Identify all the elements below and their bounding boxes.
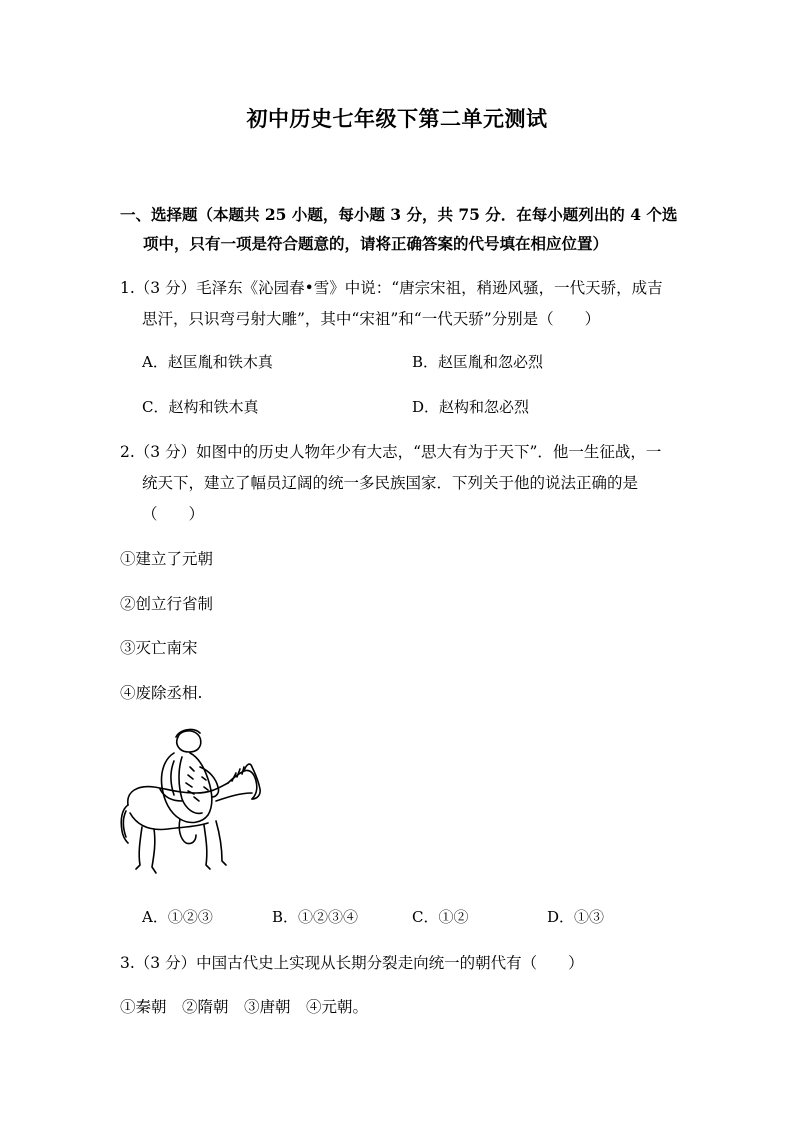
question-2-option-a: A．①②③ <box>142 908 213 926</box>
horse-body <box>128 783 228 805</box>
question-2-line-2: 统天下，建立了幅员辽阔的统一多民族国家．下列关于他的说法正确的是 <box>142 474 639 492</box>
section-heading <box>120 200 680 258</box>
horse-rein <box>216 793 252 801</box>
horse-leg-front-1 <box>204 825 210 869</box>
horse-leg-rear-1 <box>136 827 142 869</box>
question-2-option-d: D．①③ <box>547 908 605 926</box>
horse-leg-rear-2 <box>152 829 156 873</box>
horse-mane <box>232 767 244 781</box>
question-1-line-2: 思汗，只识弯弓射大雕”，其中“宋祖”和“一代天骄”分别是（ ） <box>142 310 601 328</box>
question-2-line-3: （ ） <box>142 505 205 523</box>
section-heading-line-2: 项中，只有一项是符合题意的，请将正确答案的代号填在相应位置） <box>143 234 609 253</box>
question-3-stem: 3.（3 分）中国古代史上实现从长期分裂走向统一的朝代有（ ） <box>120 954 584 972</box>
question-2-statement-3: ③灭亡南宋 <box>120 639 198 657</box>
section-heading-line-1: 一、选择题（本题共 25 小题，每小题 3 分，共 75 分．在每小题列出的 4 个选 <box>120 205 678 224</box>
rider-head <box>177 731 201 752</box>
horse-tail <box>121 805 128 843</box>
question-1-option-a: A．赵匡胤和铁木真 <box>142 353 273 371</box>
horse-leg-front-2 <box>216 821 226 865</box>
question-2-line-1: 2.（3 分）如图中的历史人物年少有大志，“思大有为于天下”．他一生征战，一 <box>120 443 662 461</box>
question-3-statements: ①秦朝 ②隋朝 ③唐朝 ④元朝。 <box>120 998 369 1016</box>
question-1-option-d: D．赵构和忽必烈 <box>412 398 530 416</box>
page-title: 初中历史七年级下第二单元测试 <box>246 106 548 131</box>
question-2-stem <box>120 437 680 530</box>
question-2-option-c: C．①② <box>412 908 469 926</box>
rider-on-horse-illustration <box>116 727 264 881</box>
question-2-statement-4: ④废除丞相. <box>120 684 203 702</box>
question-1-stem <box>120 273 680 335</box>
question-2-option-b: B．①②③④ <box>272 908 359 926</box>
question-2-statement-1: ①建立了元朝 <box>120 550 214 568</box>
question-2-statement-2: ②创立行省制 <box>120 595 214 613</box>
question-1-option-b: B．赵匡胤和忽必烈 <box>412 353 544 371</box>
question-1-line-1: 1.（3 分）毛泽东《沁园春•雪》中说：“唐宗宋祖，稍逊风骚，一代天骄，成吉 <box>120 279 663 297</box>
question-1-option-c: C．赵构和铁木真 <box>142 398 259 416</box>
